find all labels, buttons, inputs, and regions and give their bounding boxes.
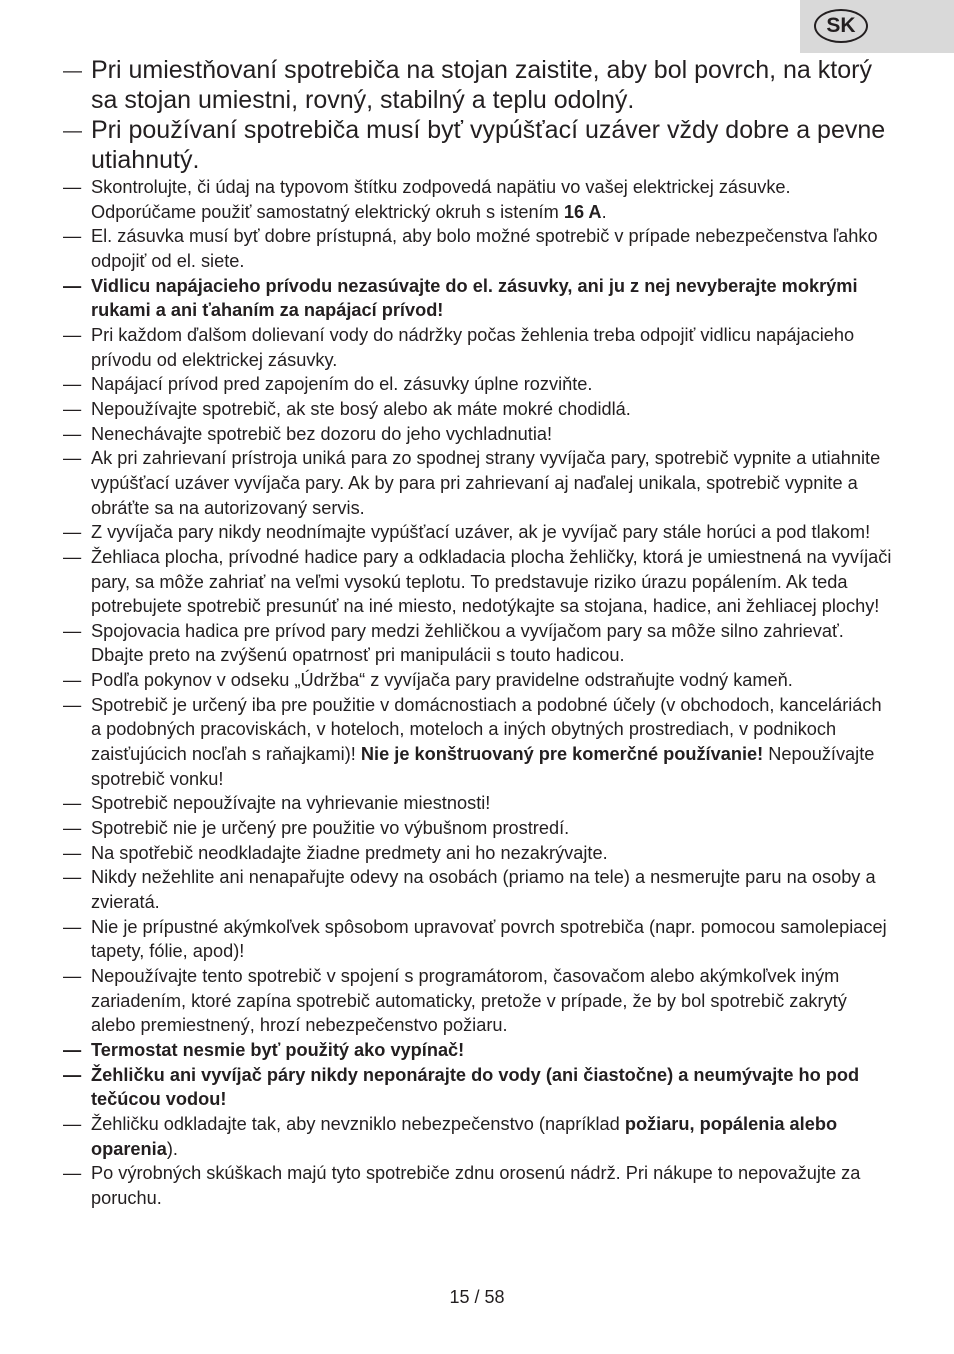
instruction-item-warning [63,1063,893,1112]
instruction-text: Z vyvíjača pary nikdy neodnímajte vypúšťací uzáver, ak je vyvíjač pary stále horúci a pod tlakom! [91,522,871,543]
dash-bullet: — [63,916,82,937]
dash-bullet: — [63,620,82,641]
dash-bullet: — [63,275,82,296]
instruction-text-bold: Nie je konštruovaný pre komerčné používanie! [360,744,764,765]
dash-bullet: — [63,1039,82,1060]
instruction-text: Skontrolujte, či údaj na typovom štítku zodpovedá napätiu vo vašej elektrickej zásuvke. Odporúčame použiť samostatný elektrický okruh s istením [91,177,791,222]
instruction-text: Pri umiestňovaní spotrebiča na stojan zaistite, aby bol povrch, na ktorý sa stojan umiestni, rovný, stabilný a teplu odolný. [91,56,872,114]
dash-bullet: — [63,670,82,691]
language-badge: SK [814,9,868,43]
instruction-text: Spojovacia hadica pre prívod pary medzi žehličkou a vyvíjačom pary sa môže silno zahrievať. Dbajte preto na zvýšenú opatrnosť pri manipulácii s touto hadicou. [91,620,844,666]
dash-bullet: — [63,842,82,863]
instruction-item [63,1161,893,1210]
instruction-text-bold: 16 A [563,201,602,222]
instruction-text: Po výrobných skúškach majú tyto spotrebiče zdnu orosenú nádrž. Pri nákupe to nepovažujte za poruchu. [91,1163,861,1208]
instruction-item [63,964,893,1038]
instruction-item [63,520,893,545]
instruction-item [63,841,893,866]
instruction-text: Nepoužívajte tento spotrebič v spojení s programátorom, časovačom alebo akýmkoľvek iným zariadením, ktoré zapína spotrebič automaticky, pretože v prípade, že by bol spotrebič zakrytý alebo premiestnený, hrozí nebezpečenstvo požiaru. [91,966,847,1036]
instruction-item [63,175,893,224]
instruction-item [63,224,893,273]
dash-bullet: — [63,324,82,345]
dash-bullet: — [63,1064,82,1085]
instruction-item-warning [63,274,893,323]
instruction-text: Žehličku odkladajte tak, aby nevzniklo nebezpečenstvo (napríklad [91,1113,625,1134]
dash-bullet: — [63,818,82,839]
instruction-text: Pri každom ďalšom dolievaní vody do nádržky počas žehlenia treba odpojiť vidlicu napájacieho prívodu od elektrickej zásuvky. [91,324,855,370]
dash-bullet: — [63,448,82,469]
instruction-text-bold: požiaru, popálenia alebo oparenia [91,1113,838,1159]
dash-bullet: — [63,61,82,82]
instruction-text: Nepoužívajte spotrebič vonku! [91,744,875,789]
instruction-text: Pri používaní spotrebiča musí byť vypúšťací uzáver vždy dobre a pevne utiahnutý. [91,116,886,174]
instruction-item-warning [63,1038,893,1063]
dash-bullet: — [63,121,82,142]
instruction-text: Spotrebič je určený iba pre použitie v domácnostiach a podobné účely (v obchodoch, kanceláriách a podobných pracoviskách, v hoteloch, moteloch a iných obytných prostrediach, v podnikoch zaisťujúcich nocľah s raňajkami)! [91,694,882,765]
instruction-text-bold: Termostat nesmie byť použitý ako vypínač! [91,1039,465,1060]
dash-bullet: — [63,694,82,715]
dash-bullet: — [63,423,82,444]
instruction-text: Nenechávajte spotrebič bez dozoru do jeho vychladnutia! [91,423,553,444]
dash-bullet: — [63,398,82,419]
dash-bullet: — [63,966,82,986]
page-number: 15 / 58 [449,1287,505,1307]
instruction-item [63,422,893,447]
instruction-item [63,915,893,964]
instruction-text: Nie je prípustné akýmkoľvek spôsobom upravovať povrch spotrebiča (napr. pomocou samolepiacej tapety, fólie, apod)! [91,916,887,962]
instruction-text: Nikdy nežehlite ani nenapařujte odevy na osobách (priamo na tele) a nesmerujte paru na osoby a zvieratá. [91,867,876,913]
instruction-text: Spotrebič nie je určený pre použitie vo výbušnom prostredí. [91,818,570,839]
instruction-item [63,323,893,372]
instruction-item [63,55,893,115]
instruction-item [63,619,893,668]
dash-bullet: — [63,522,82,543]
dash-bullet: — [63,1163,82,1184]
safety-instructions [63,55,893,1211]
instruction-text: Žehliaca plocha, prívodné hadice pary a odkladacia plocha žehličky, ktorá je umiestnená na vyvíjači pary, sa môže zahriať na veľmi vysokú teplotu. To predstavuje riziko úrazu popálením. Ak teda potrebujete spotrebič presunúť na iné miesto, nedotýkajte sa stojana, hadice, ani žehliacej plochy! [91,546,892,617]
dash-bullet: — [63,374,82,395]
instruction-item [63,816,893,841]
instruction-text: . [601,201,607,222]
language-tab [800,0,954,53]
instruction-text-bold: Vidlicu napájacieho prívodu nezasúvajte do el. zásuvky, ani ju z nej nevyberajte mokrými rukami a ani ťahaním za napájací prívod! [91,275,858,321]
dash-bullet: — [63,546,82,567]
instruction-text: ). [166,1138,178,1159]
dash-bullet: — [63,177,82,197]
instruction-item [63,545,893,619]
dash-bullet: — [63,226,82,247]
instruction-item [63,372,893,397]
instruction-item [63,115,893,175]
instruction-text: Ak pri zahrievaní prístroja uniká para zo spodnej strany vyvíjača pary, spotrebič vypnite a utiahnite vypúšťací uzáver vyvíjača pary. Ak by para pri zahrievaní aj naďalej unikala, spotrebič vypnite a obráťte sa na autorizovaný servis. [91,448,881,518]
instruction-text: El. zásuvka musí byť dobre prístupná, aby bolo možné spotrebič v prípade nebezpečenstva ľahko odpojiť od el. siete. [91,226,878,271]
dash-bullet: — [63,1113,82,1134]
instruction-item [63,668,893,693]
instruction-item [63,693,893,792]
instruction-text: Spotrebič nepoužívajte na vyhrievanie miestnosti! [91,793,491,814]
instruction-item [63,397,893,422]
instruction-text-bold: Žehličku ani vyvíjač páry nikdy neponárajte do vody (ani čiastočne) a neumývajte ho pod tečúcou vodou! [91,1064,860,1110]
instruction-item [63,1112,893,1161]
instruction-item [63,446,893,520]
instruction-text: Nepoužívajte spotrebič, ak ste bosý alebo ak máte mokré chodidlá. [91,398,631,419]
dash-bullet: — [63,793,82,814]
instruction-item [63,791,893,816]
instruction-text: Podľa pokynov v odseku „Údržba“ z vyvíjača pary pravidelne odstraňujte vodný kameň. [91,670,793,691]
instruction-text: Na spotřebič neodkladajte žiadne predmety ani ho nezakrývajte. [91,842,608,863]
dash-bullet: — [63,867,82,888]
instruction-text: Napájací prívod pred zapojením do el. zásuvky úplne rozviňte. [91,374,593,395]
instruction-item [63,865,893,914]
